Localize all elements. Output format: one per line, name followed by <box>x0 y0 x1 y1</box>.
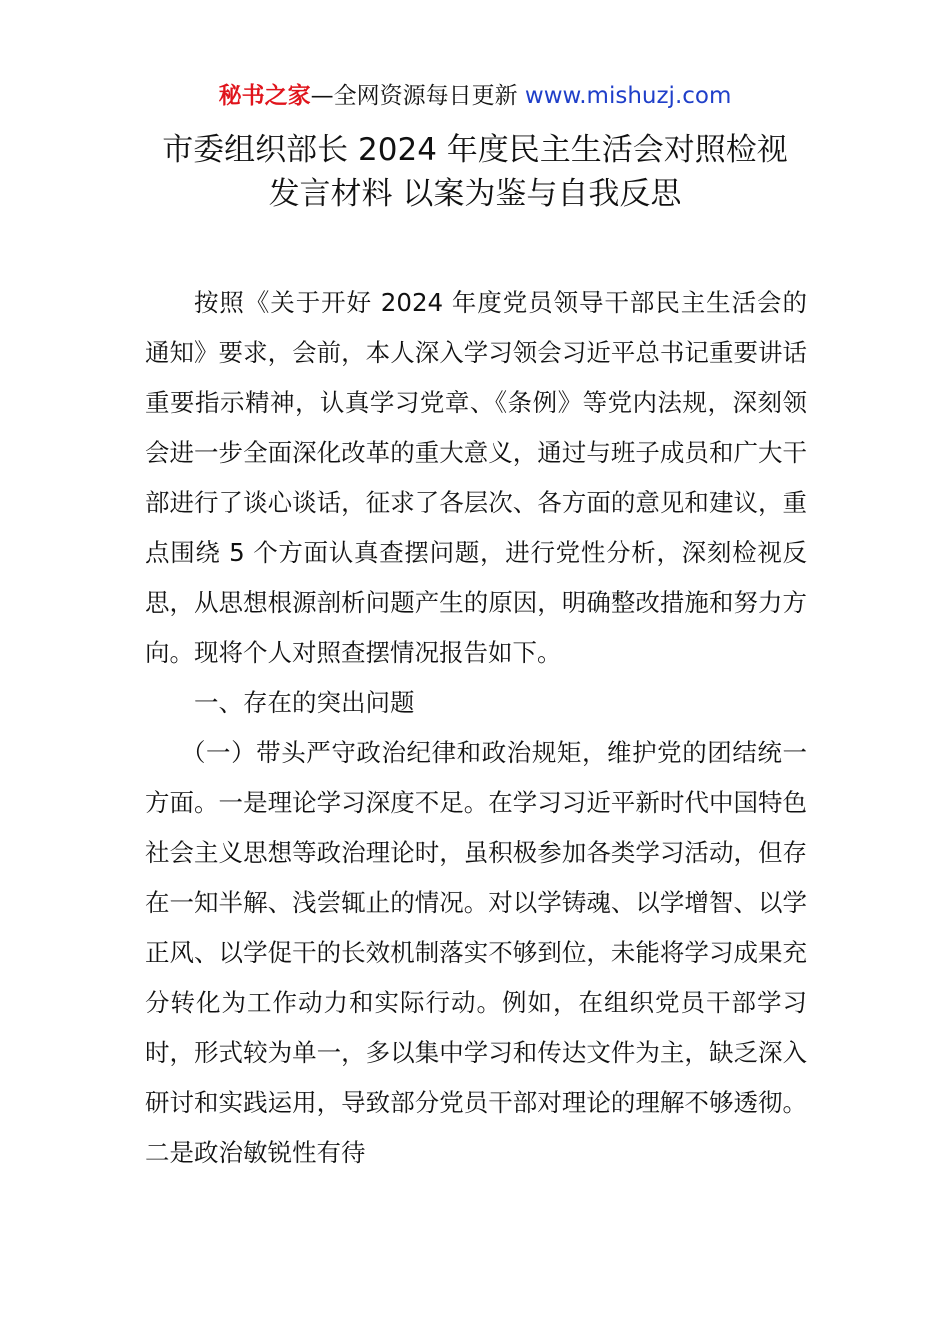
site-header <box>0 80 950 112</box>
intro-paragraph: 按照《关于开好 2024 年度党员领导干部民主生活会的通知》要求，会前，本人深入学习领会习近平总书记重要讲话重要指示精神，认真学习党章、《条例》等党内法规，深刻领会进一步全面深化改革的重大意义，通过与班子成员和广大干部进行了谈心谈话，征求了各层次、各方面的意见和建议，重点围绕 5 个方面认真查摆问题，进行党性分析，深刻检视反思，从思想根源剖析问题产生的原因，明确整改措施和努力方向。现将个人对照查摆情况报告如下。 <box>145 288 807 667</box>
document-body <box>145 278 807 1178</box>
section-item-paragraph: （一）带头严守政治纪律和政治规矩，维护党的团结统一方面。一是理论学习深度不足。在学习习近平新时代中国特色社会主义思想等政治理论时，虽积极参加各类学习活动，但存在一知半解、浅尝辄止的情况。对以学铸魂、以学增智、以学正风、以学促干的长效机制落实不够到位，未能将学习成果充分转化为工作动力和实际行动。例如，在组织党员干部学习时，形式较为单一，多以集中学习和传达文件为主，缺乏深入研讨和实践运用，导致部分党员干部对理论的理解不够透彻。二是政治敏锐性有待 <box>145 738 807 1167</box>
title-line-1: 市委组织部长 2024 年度民主生活会对照检视 <box>162 132 788 168</box>
site-tagline: —全网资源每日更新 <box>310 83 525 109</box>
document-title <box>0 128 950 216</box>
site-url-link[interactable]: www.mishuzj.com <box>524 83 732 109</box>
section-heading: 一、存在的突出问题 <box>194 688 415 717</box>
brand-name: 秘书之家 <box>218 83 311 109</box>
title-line-2: 发言材料 以案为鉴与自我反思 <box>268 176 682 212</box>
